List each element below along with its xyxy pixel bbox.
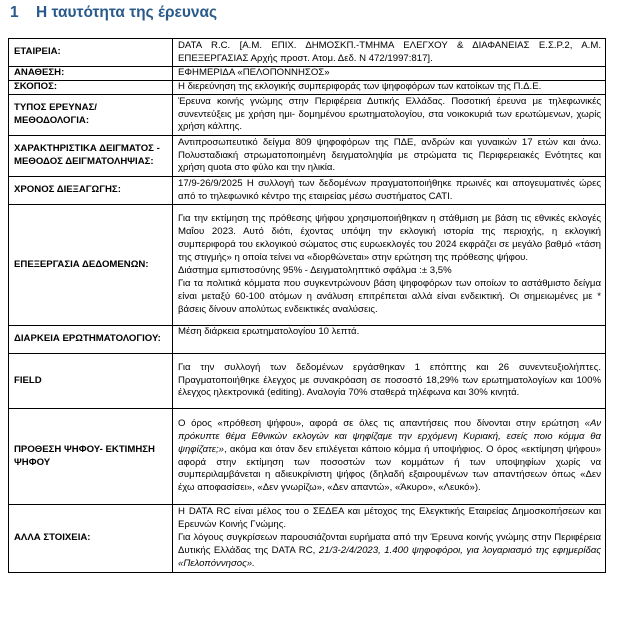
row-value-text (178, 532, 601, 571)
table-row (9, 39, 606, 67)
row-label: ΑΝΑΘΕΣΗ: (9, 67, 173, 81)
row-label: ΤΥΠΟΣ ΕΡΕΥΝΑΣ/ ΜΕΘΟΔΟΛΟΓΙΑ: (9, 95, 173, 136)
table-row (9, 205, 606, 326)
row-label: ΕΠΕΞΕΡΓΑΣΙΑ ΔΕΔΟΜΕΝΩΝ: (9, 205, 173, 326)
row-label: FIELD (9, 354, 173, 409)
row-value (173, 95, 606, 136)
row-label: ΑΛΛΑ ΣΤΟΙΧΕΙΑ: (9, 505, 173, 573)
row-value-text: Για την συλλογή των δεδομένων εργάσθηκαν 1 επόπτης και 26 συνεντευξιολήπτες. Πραγματοποιήθηκε έλεγχος με συνακρόαση σε ποσοστό 18,29% των ερωτηματολογίων και 100% έλεγχος ηλεκτρονικά (editing). Αναλογία 70% σταθερά τηλέφωνα και 30% κινητά. (178, 361, 601, 399)
table-row (9, 95, 606, 136)
row-value (173, 81, 606, 95)
row-value-text: Η DATA RC είναι μέλος του ο ΣΕΔΕΑ και μέτοχος της Ελεγκτικής Εταιρείας Δημοσκοπήσεων και Ερευνών Κοινής Γνώμης. (178, 506, 601, 531)
table-row (9, 326, 606, 354)
text-span: Για λόγους συγκρίσεων παρουσιάζονται ευρήματα από την Έρευνα κοινής γνώμης στην Περιφέρεια Δυτικής Ελλάδας της DATA RC, (178, 532, 601, 556)
row-value-text: Έρευνα κοινής γνώμης στην Περιφέρεια Δυτικής Ελλάδας. Ποσοτική έρευνα με τηλεφωνικές συνεντεύξεις με χρήση ημι- δομημένου ερωτηματολογίου, στα νοικοκυριά των ερωτώμενων, χωρίς χρήση κάλπης. (178, 95, 601, 133)
row-value-text: Η διερεύνηση της εκλογικής συμπεριφοράς των ψηφοφόρων των κατοίκων της Π.Δ.Ε. (178, 81, 542, 93)
table-row (9, 67, 606, 81)
table-row (9, 354, 606, 409)
row-value (173, 326, 606, 354)
row-value (173, 409, 606, 505)
table-row (9, 409, 606, 505)
text-span: 21/3-2/4/2023, 1.400 ψηφοφόροι, για λογαριασμό της εφημερίδας «Πελοπόννησος». (178, 544, 601, 569)
survey-identity-table (8, 38, 606, 573)
row-value-text: ΕΦΗΜΕΡΙΔΑ «ΠΕΛΟΠΟΝΝΗΣΟΣ» (178, 67, 330, 79)
row-value-text: Μέση διάρκεια ερωτηματολογίου 10 λεπτά. (178, 326, 360, 337)
text-span: , ακόμα και όταν δεν επιλέγεται κάποιο κόμμα ή υποψήφιος. Ο όρος «εκτίμηση ψήφου» αφορά στην εκτίμηση των ποσοστών των κομμάτων ή των υποψηφίων χωρίς να συμπεριλαμβάνεται η αδιευκρίνιστη ψήφος (δηλαδή εξαιρουμένων των απαντήσεων όπως «Δεν έχω αποφασίσει», «Δεν γνωρίζω», «Δεν απαντώ», «Άκυρο», «Λευκό»). (178, 443, 601, 494)
row-label: ΧΑΡΑΚΤΗΡΙΣΤΙΚΑ ΔΕΙΓΜΑΤΟΣ - ΜΕΘΟΔΟΣ ΔΕΙΓΜΑΤΟΛΗΨΙΑΣ: (9, 136, 173, 177)
row-value (173, 354, 606, 409)
table-row (9, 505, 606, 573)
row-value (173, 505, 606, 573)
section-number: 1 (10, 4, 19, 21)
text-span: Ο όρος «πρόθεση ψήφου», αφορά σε όλες τις απαντήσεις που δίνονται στην ερώτηση (178, 417, 585, 429)
row-label: ΔΙΑΡΚΕΙΑ ΕΡΩΤΗΜΑΤΟΛΟΓΙΟΥ: (9, 326, 173, 354)
row-label: ΣΚΟΠΟΣ: (9, 81, 173, 95)
row-value-text: DATA R.C. [Α.Μ. ΕΠΙΧ. ΔΗΜΟΣΚΠ.-ΤΜΗΜΑ ΕΛΕΓΧΟΥ & ΔΙΑΦΑΝΕΙΑΣ Ε.Σ.Ρ.2, Α.Μ. ΕΠΕΞΕΡΓΑΣΙΑΣ Αρχής προστ. Ατομ. Δεδ. Ν 472/1997:817]. (178, 39, 601, 64)
row-value (173, 177, 606, 205)
row-value-text: Αντιπροσωπευτικό δείγμα 809 ψηφοφόρων της ΠΔΕ, ανδρών και γυναικών 17 ετών και άνω. Πολυσταδιακή στρωματοποιημένη δειγματοληψία με στρώματα τις Περιφερειακές Ενότητες και χρήση quota στο φύλο και την ηλικία. (178, 136, 601, 174)
question-quote: «Αν πρόκυπτε θέμα Εθνικών εκλογών και ψηφίζαμε την ερχόμενη Κυριακή, εσείς ποιο κόμμα θα ψηφίζατε;» (178, 417, 601, 455)
row-value-text: Διάστημα εμπιστοσύνης 95% - Δειγματοληπτικό σφάλμα :± 3,5% (178, 265, 452, 276)
table-row (9, 136, 606, 177)
table-row (9, 177, 606, 205)
row-label: ΠΡΟΘΕΣΗ ΨΗΦΟΥ- ΕΚΤΙΜΗΣΗ ΨΗΦΟΥ (9, 409, 173, 505)
row-value-text: 17/9-26/9/2025 Η συλλογή των δεδομένων πραγματοποιήθηκε πρωινές και απογευματινές ώρες από το τηλεφωνικό κέντρο της εταιρείας μέσω συστήματος CATI. (178, 177, 601, 202)
table-row (9, 81, 606, 95)
row-label: ΕΤΑΙΡΕΙΑ: (9, 39, 173, 67)
row-value (173, 39, 606, 67)
row-value (173, 67, 606, 81)
row-label: ΧΡΟΝΟΣ ΔΙΕΞΑΓΩΓΗΣ: (9, 177, 173, 205)
section-heading (10, 4, 217, 22)
row-value-text (178, 418, 601, 495)
row-value (173, 136, 606, 177)
row-value-text: Για την εκτίμηση της πρόθεσης ψήφου χρησιμοποιήθηκαν η στάθμιση με βάση τις εθνικές εκλογές Μαΐου 2023. Αυτό διότι, έχοντας υπόψη την εκλογική ιστορία της περιοχής, η εκλογική συμπεριφορά του εκλογικού σώματος στις ευρωεκλογές του 2024 εκφράζει σε μεγάλο βαθμό «τάση της στιγμής» η οποία τείνει να «διορθώνεται» στην ερώτηση της πρόθεσης ψήφου. (178, 213, 601, 264)
row-value-text: Για τα πολιτικά κόμματα που συγκεντρώνουν βάση ψηφοφόρων των οποίων το αστάθμιστο δείγμα είναι μεταξύ 60-100 ατόμων η ανάλυση επιτρέπεται αλλά είναι ενδεικτική. Οι σημειωμένες με * βάσεις δίνουν απολύτως ενδεικτικές αναλύσεις. (178, 277, 601, 315)
row-value (173, 205, 606, 326)
section-title: Η ταυτότητα της έρευνας (36, 4, 218, 21)
